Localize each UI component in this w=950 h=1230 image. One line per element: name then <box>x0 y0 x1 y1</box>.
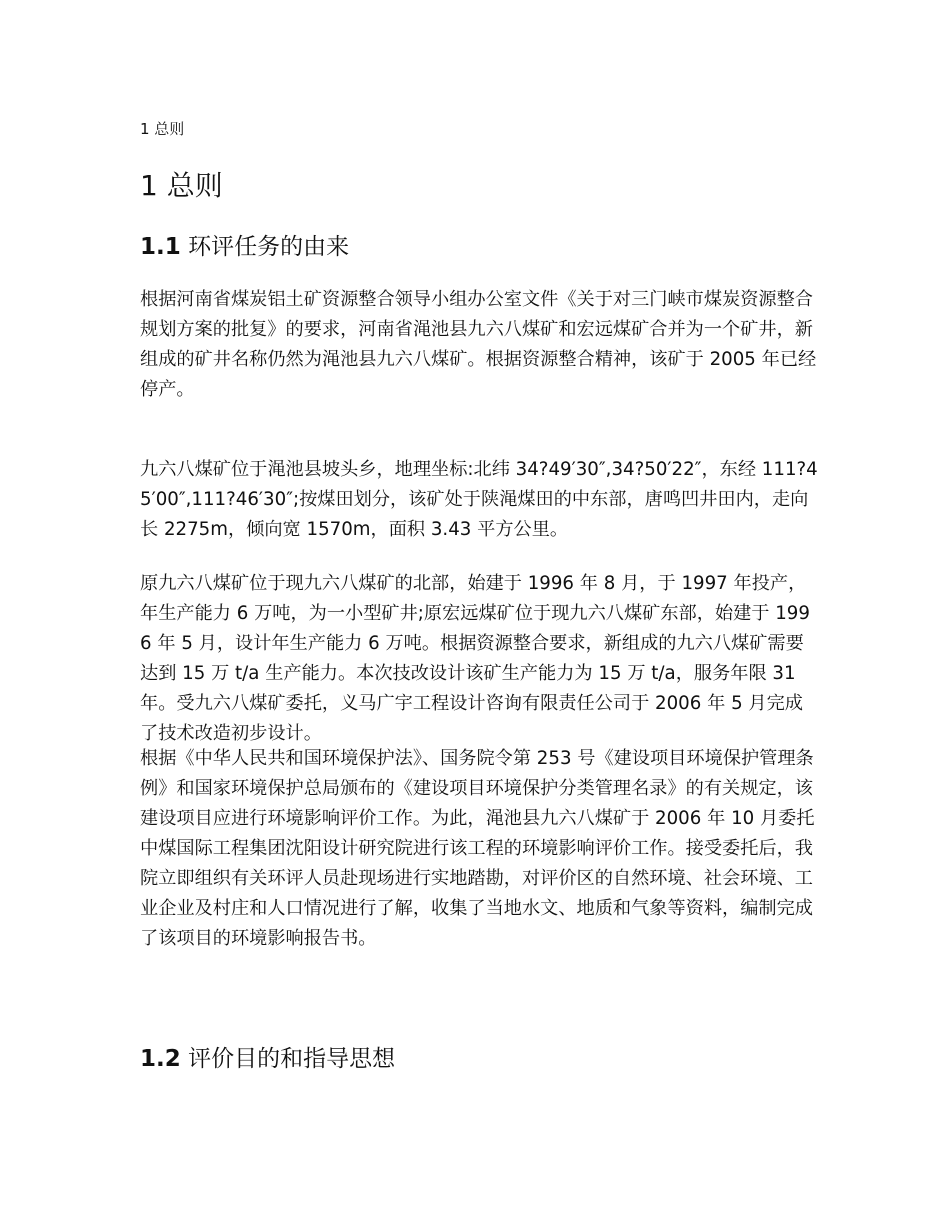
paragraph: 九六八煤矿位于渑池县坡头乡，地理坐标:北纬 34?49′30″,34?50′22″，东经 111?45′00″,111?46′30″;按煤田划分，该矿处于陕渑煤田的中东部，唐鸣凹井田内，走向长 2275m，倾向宽 1570m，面积 3.43 平方公里。 <box>140 459 818 540</box>
section-heading-1-2 <box>140 1043 395 1075</box>
chapter-title: 1 总则 <box>140 169 223 202</box>
paragraph: 根据《中华人民共和国环境保护法》、国务院令第 253 号《建设项目环境保护管理条例》和国家环境保护总局颁布的《建设项目环境保护分类管理名录》的有关规定，该建设项目应进行环境影响评价工作。为此，渑池县九六八煤矿于 2006 年 10 月委托中煤国际工程集团沈阳设计研究院进行该工程的环境影响评价工作。接受委托后，我院立即组织有关环评人员赴现场进行实地踏勘，对评价区的自然环境、社会环境、工业企业及村庄和人口情况进行了解，收集了当地水文、地质和气象等资料，编制完成了该项目的环境影响报告书。 <box>140 748 815 949</box>
section-title-text: 评价目的和指导思想 <box>188 1046 396 1072</box>
section-number: 1.1 <box>140 234 181 260</box>
running-header: 1 总则 <box>140 120 185 138</box>
paragraph: 原九六八煤矿位于现九六八煤矿的北部，始建于 1996 年 8 月，于 1997 年投产，年生产能力 6 万吨，为一小型矿井;原宏远煤矿位于现九六八煤矿东部，始建于 1996 年 5 月，设计年生产能力 6 万吨。根据资源整合要求，新组成的九六八煤矿需要达到 15 万 t/a 生产能力。本次技改设计该矿生产能力为 15 万 t/a，服务年限 31 年。受九六八煤矿委托，义马广宇工程设计咨询有限责任公司于 2006 年 5 月完成了技术改造初步设计。 <box>140 573 810 744</box>
section-number: 1.2 <box>140 1046 181 1072</box>
section-title-text: 环评任务的由来 <box>188 234 350 260</box>
paragraph: 根据河南省煤炭铝土矿资源整合领导小组办公室文件《关于对三门峡市煤炭资源整合规划方案的批复》的要求，河南省渑池县九六八煤矿和宏远煤矿合并为一个矿井，新组成的矿井名称仍然为渑池县九六八煤矿。根据资源整合精神，该矿于 2005 年已经停产。 <box>140 289 817 400</box>
section-heading-1-1 <box>140 231 349 263</box>
